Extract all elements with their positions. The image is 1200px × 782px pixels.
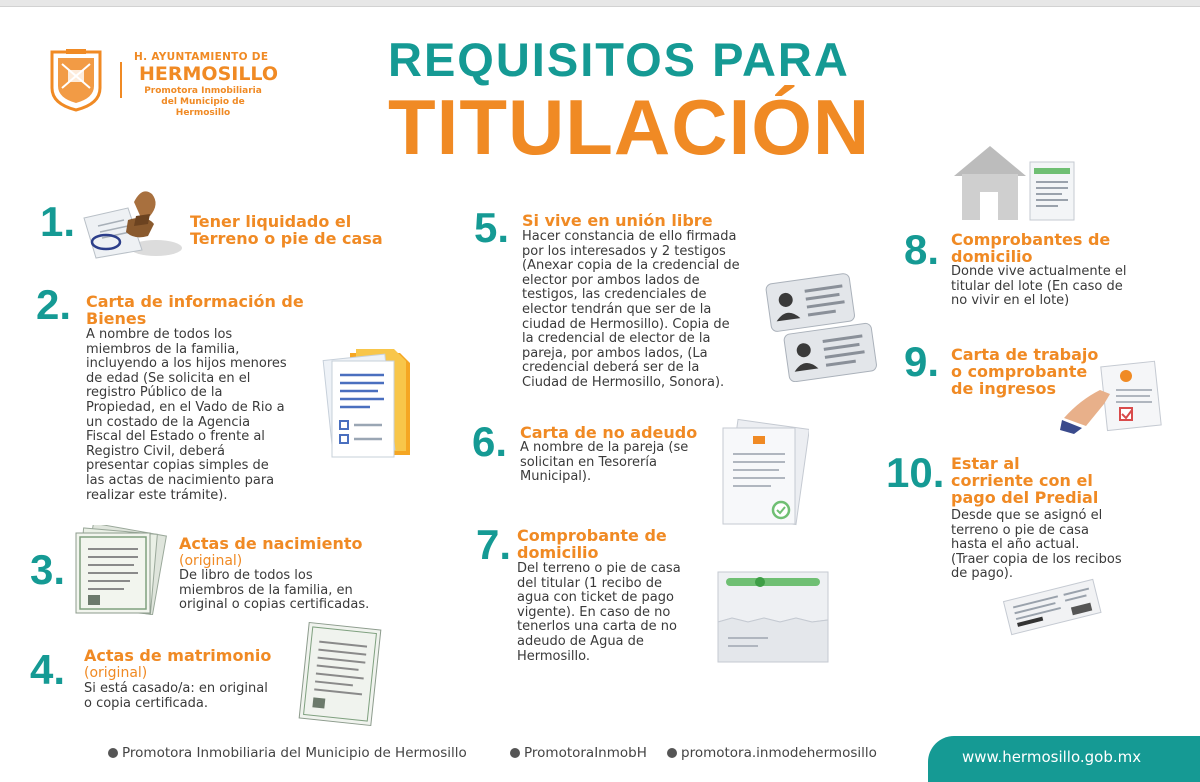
- hermosillo-seal-icon: [48, 48, 104, 112]
- item-4-subtitle: (original): [84, 665, 148, 681]
- no-debt-letter-icon: [715, 418, 809, 530]
- item-10-heading: Estar al corriente con el pago del Predial: [951, 454, 1099, 507]
- id-cards-icon: [764, 270, 880, 382]
- instagram-icon: [667, 748, 677, 758]
- item-6-body: A nombre de la pareja (se solicitan en Tesorería Municipal).: [520, 440, 689, 485]
- logo-divider: [120, 62, 122, 98]
- item-10-number: 10.: [886, 449, 945, 496]
- item-3-number: 3.: [30, 546, 66, 593]
- birth-certificates-icon: [68, 525, 172, 615]
- house-receipt-icon: [950, 142, 1078, 224]
- item-6-heading: Carta de no adeudo: [520, 423, 698, 442]
- org-line-1: H. AYUNTAMIENTO DE: [134, 51, 269, 63]
- item-7-body: Del terreno o pie de casa del titular (1 recibo de agua con ticket de pago vigente). En caso de no tenerlos una carta de no adeudo de Agua de Hermosillo.: [517, 561, 681, 664]
- item-3-heading: Actas de nacimiento: [179, 534, 363, 553]
- item-4-heading: Actas de matrimonio: [84, 646, 272, 665]
- folder-documents-icon: [320, 345, 430, 465]
- item-4-number: 4.: [30, 646, 66, 693]
- item-6-number: 6.: [472, 418, 508, 465]
- item-2-heading: Carta de información de Bienes: [86, 292, 304, 328]
- facebook-icon: [108, 748, 118, 758]
- water-bill-icon: [712, 562, 834, 666]
- item-2-number: 2.: [36, 281, 72, 328]
- marriage-certificate-icon: [294, 620, 386, 732]
- item-8-number: 8.: [904, 226, 940, 273]
- stamp-icon: [76, 180, 186, 260]
- title-line-1: REQUISITOS PARA: [388, 33, 850, 86]
- item-1-number: 1.: [40, 198, 76, 245]
- org-line-2: HERMOSILLO: [139, 63, 279, 85]
- item-7-heading: Comprobante de domicilio: [517, 526, 667, 562]
- item-5-number: 5.: [474, 204, 510, 251]
- item-9-heading: Carta de trabajo o comprobante de ingresos: [951, 345, 1099, 398]
- item-4-body: Si está casado/a: en original o copia certificada.: [84, 681, 268, 711]
- tax-receipt-icon: [1000, 576, 1104, 636]
- x-icon: [510, 748, 520, 758]
- org-subtitle: Promotora Inmobiliaria del Municipio de Hermosillo: [144, 86, 262, 118]
- item-10-body: Desde que se asignó el terreno o pie de casa hasta el año actual. (Traer copia de los recibos de pago).: [951, 508, 1122, 582]
- work-letter-hand-icon: [1060, 360, 1164, 434]
- title-line-2: TITULACIÓN: [388, 83, 871, 171]
- footer-x[interactable]: PromotoraInmobH: [510, 745, 647, 761]
- item-8-heading: Comprobantes de domicilio: [951, 230, 1111, 266]
- item-5-heading: Si vive en unión libre: [522, 211, 713, 230]
- item-7-number: 7.: [476, 521, 512, 568]
- website-link[interactable]: www.hermosillo.gob.mx: [962, 748, 1142, 766]
- footer-facebook[interactable]: Promotora Inmobiliaria del Municipio de Hermosillo: [108, 745, 467, 761]
- item-5-body: Hacer constancia de ello firmada por los interesados y 2 testigos (Anexar copia de la credencial de elector por ambos lados de testigos, las credenciales de elector tendrán que ser de la ciudad de Hermosillo). Copia de la credencial de elector de la pareja, por ambos lados, (La credencial deberá ser de la Ciudad de Hermosillo, Sonora).: [522, 229, 740, 390]
- item-3-body: De libro de todos los miembros de la familia, en original o copias certificadas.: [179, 568, 370, 613]
- footer-instagram[interactable]: promotora.inmodehermosillo: [667, 745, 877, 761]
- top-border: [0, 0, 1200, 7]
- item-8-body: Donde vive actualmente el titular del lote (En caso de no vivir en el lote): [951, 264, 1127, 309]
- item-9-number: 9.: [904, 338, 940, 385]
- item-1-heading: Tener liquidado el Terreno o pie de casa: [190, 212, 383, 248]
- item-2-body: A nombre de todos los miembros de la familia, incluyendo a los hijos menores de edad (Se solicita en el registro Público de la Propiedad, en el Vado de Rio a un costado de la Agencia Fiscal del Estado o frente al Registro Civil, deberá presentar copias simples de las actas de nacimiento para realizar este trámite).: [86, 327, 287, 503]
- item-3-subtitle: (original): [179, 553, 243, 569]
